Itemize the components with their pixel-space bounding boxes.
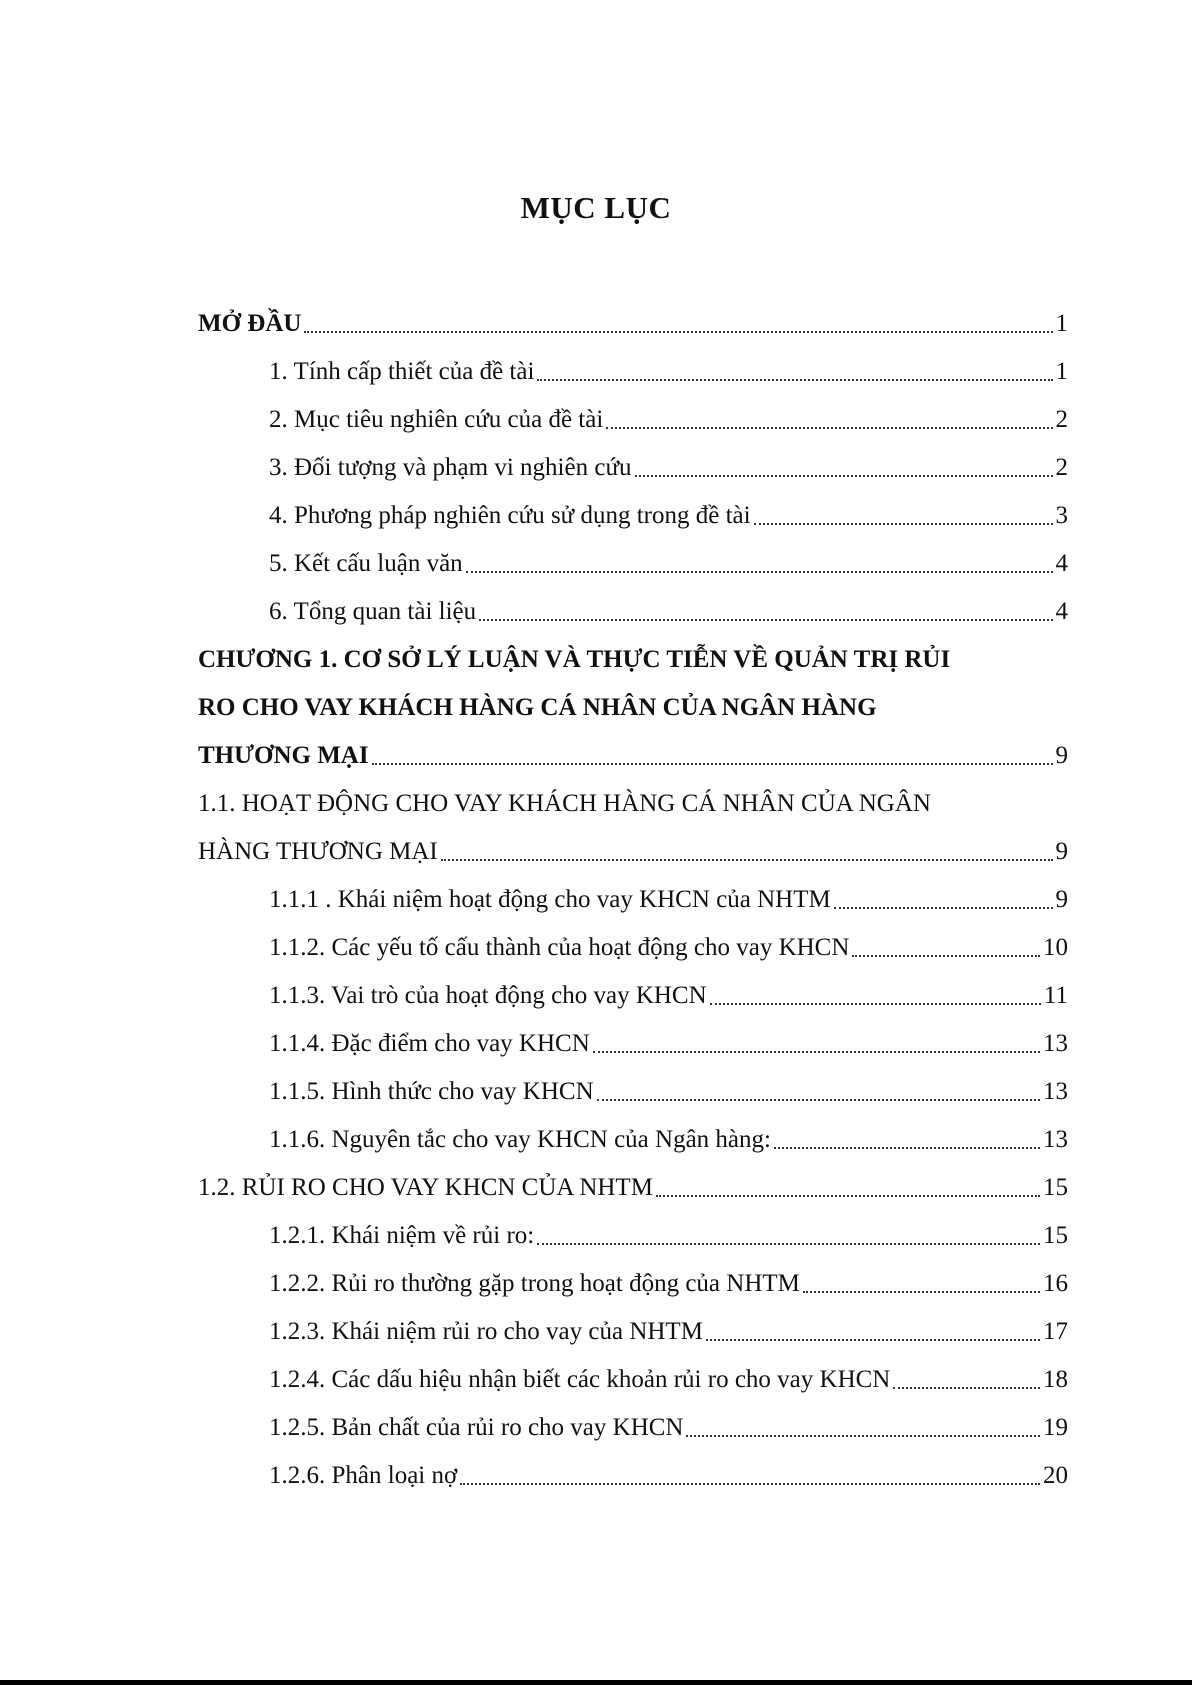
toc-entry-s1-2-2[interactable]: [198, 1256, 1068, 1304]
toc-entry-text: 3. Đối tượng và phạm vi nghiên cứu: [269, 454, 632, 481]
toc-leader-dots: [852, 955, 1040, 957]
toc-entry-text: MỞ ĐẦU: [198, 310, 302, 337]
toc-entry-s1-2-5[interactable]: [198, 1400, 1068, 1448]
toc-page-number: 17: [1043, 1318, 1068, 1345]
toc-entry-text: 1.1. HOẠT ĐỘNG CHO VAY KHÁCH HÀNG CÁ NHÂN CỦA NGÂN: [198, 790, 931, 817]
toc-entry-s4[interactable]: [198, 488, 1068, 536]
toc-entry-text: 1.2.6. Phân loại nợ: [269, 1462, 458, 1489]
toc-entry-s1-2-4[interactable]: [198, 1352, 1068, 1400]
toc-leader-dots: [593, 1051, 1040, 1053]
toc-leader-dots: [754, 523, 1053, 525]
toc-entry-s1-2-3[interactable]: [198, 1304, 1068, 1352]
toc-leader-dots: [479, 619, 1052, 621]
toc-entry-text: 4. Phương pháp nghiên cứu sử dụng trong đề tài: [269, 502, 751, 529]
toc-entry-s1-2-1[interactable]: [198, 1208, 1068, 1256]
toc-leader-dots: [635, 475, 1053, 477]
toc-page-number: 2: [1055, 454, 1068, 481]
toc-page-number: 13: [1043, 1030, 1068, 1057]
toc-entry-text: 1.1.2. Các yếu tố cấu thành của hoạt động cho vay KHCN: [269, 934, 850, 961]
toc-page-number: 9: [1055, 838, 1068, 865]
toc-entry-s1-2[interactable]: [198, 1160, 1068, 1208]
toc-entry-text: 1.2.4. Các dấu hiệu nhận biết các khoản rủi ro cho vay KHCN: [269, 1366, 891, 1393]
toc-page-number: 13: [1043, 1078, 1068, 1105]
toc-page-number: 18: [1043, 1366, 1068, 1393]
toc-leader-dots: [803, 1291, 1040, 1293]
toc-entry-s1-1-1[interactable]: [198, 872, 1068, 920]
toc-entry-ch1[interactable]: [198, 728, 1068, 776]
toc-leader-dots: [537, 1243, 1040, 1245]
toc-page-number: 2: [1055, 406, 1068, 433]
toc-entry-text: 1.2.1. Khái niệm về rủi ro:: [269, 1222, 535, 1249]
toc-entry-s1-1-4[interactable]: [198, 1016, 1068, 1064]
toc-leader-dots: [537, 379, 1052, 381]
toc-leader-dots: [834, 907, 1053, 909]
toc-entry-text: 1.1.1 . Khái niệm hoạt động cho vay KHCN của NHTM: [269, 886, 831, 913]
toc-page-number: 3: [1055, 502, 1068, 529]
toc-entry-text: 1. Tính cấp thiết của đề tài: [269, 358, 535, 385]
toc-leader-dots: [774, 1147, 1040, 1149]
toc-entry-s1-1-5[interactable]: [198, 1064, 1068, 1112]
toc-leader-dots: [597, 1099, 1040, 1101]
toc-leader-dots: [466, 571, 1053, 573]
toc-entry-text: 5. Kết cấu luận văn: [269, 550, 463, 577]
toc-entry-text: 1.2.3. Khái niệm rủi ro cho vay của NHTM: [269, 1318, 703, 1345]
toc-entry-text: 6. Tổng quan tài liệu: [269, 598, 477, 625]
toc-entry-text: 1.1.3. Vai trò của hoạt động cho vay KHCN: [269, 982, 707, 1009]
toc-page-number: 1: [1055, 358, 1068, 385]
toc-entry-text: 1.1.5. Hình thức cho vay KHCN: [269, 1078, 594, 1105]
toc-entry-s1-1[interactable]: [198, 824, 1068, 872]
page-title: MỤC LỤC: [520, 190, 672, 225]
toc-page-number: 10: [1043, 934, 1068, 961]
toc-page-number: 9: [1055, 886, 1068, 913]
toc-entry-text: CHƯƠNG 1. CƠ SỞ LÝ LUẬN VÀ THỰC TIỄN VỀ QUẢN TRỊ RỦI: [198, 646, 951, 673]
toc-entry-s3[interactable]: [198, 440, 1068, 488]
toc-leader-dots: [706, 1339, 1040, 1341]
toc-leader-dots: [656, 1195, 1040, 1197]
toc-entry-s1-1-2[interactable]: [198, 920, 1068, 968]
toc-entry-ch1-line2[interactable]: [198, 680, 1068, 728]
toc-entry-text: 1.1.6. Nguyên tắc cho vay KHCN của Ngân hàng:: [269, 1126, 771, 1153]
toc-page-number: 13: [1043, 1126, 1068, 1153]
toc-entry-s1-1-line1[interactable]: [198, 776, 1068, 824]
toc-entry-mo-dau[interactable]: [198, 296, 1068, 344]
toc-leader-dots: [304, 331, 1052, 333]
toc-entry-text: 1.2.2. Rủi ro thường gặp trong hoạt động của NHTM: [269, 1270, 800, 1297]
toc-page-number: 1: [1055, 310, 1068, 337]
toc-entry-s6[interactable]: [198, 584, 1068, 632]
toc-leader-dots: [460, 1483, 1040, 1485]
toc-entry-text: RO CHO VAY KHÁCH HÀNG CÁ NHÂN CỦA NGÂN HÀNG: [198, 694, 877, 721]
table-of-contents: [198, 296, 1068, 1496]
toc-page-number: 15: [1043, 1174, 1068, 1201]
page-bottom-edge: [0, 1680, 1192, 1685]
toc-page-number: 16: [1043, 1270, 1068, 1297]
toc-page-number: 15: [1043, 1222, 1068, 1249]
toc-leader-dots: [441, 859, 1053, 861]
toc-entry-s1-1-3[interactable]: [198, 968, 1068, 1016]
toc-entry-s5[interactable]: [198, 536, 1068, 584]
toc-page-number: 4: [1055, 598, 1068, 625]
toc-leader-dots: [606, 427, 1052, 429]
toc-entry-text: 1.1.4. Đặc điểm cho vay KHCN: [269, 1030, 590, 1057]
toc-page-number: 19: [1043, 1414, 1068, 1441]
toc-page-number: 20: [1043, 1462, 1068, 1489]
toc-entry-text: 1.2. RỦI RO CHO VAY KHCN CỦA NHTM: [198, 1174, 653, 1201]
toc-page-number: 4: [1055, 550, 1068, 577]
toc-entry-s2[interactable]: [198, 392, 1068, 440]
toc-entry-s1-1-6[interactable]: [198, 1112, 1068, 1160]
toc-entry-s1-2-6[interactable]: [198, 1448, 1068, 1496]
toc-page-number: 11: [1043, 982, 1068, 1009]
toc-entry-text: HÀNG THƯƠNG MẠI: [198, 838, 438, 865]
toc-entry-s1[interactable]: [198, 344, 1068, 392]
toc-leader-dots: [686, 1435, 1040, 1437]
toc-leader-dots: [372, 763, 1053, 765]
toc-entry-ch1-line1[interactable]: [198, 632, 1068, 680]
toc-page-number: 9: [1055, 742, 1068, 769]
toc-entry-text: 2. Mục tiêu nghiên cứu của đề tài: [269, 406, 604, 433]
toc-entry-text: THƯƠNG MẠI: [198, 742, 369, 769]
toc-entry-text: 1.2.5. Bản chất của rủi ro cho vay KHCN: [269, 1414, 684, 1441]
toc-leader-dots: [710, 1003, 1041, 1005]
toc-leader-dots: [893, 1387, 1040, 1389]
